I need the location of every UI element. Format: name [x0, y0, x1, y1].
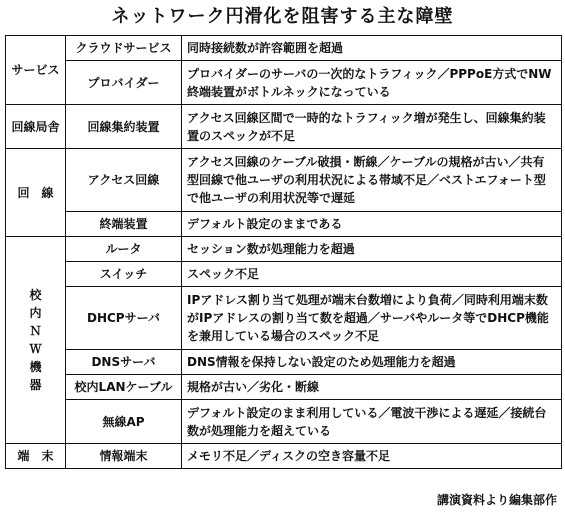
table-row: [6, 350, 562, 375]
item-label: DHCPサーバ: [66, 287, 182, 350]
group-label: 回線局舎: [6, 105, 66, 149]
item-description: アクセス回線区間で一時的なトラフィック増が発生し、回線集約装置のスペックが不足: [182, 105, 562, 149]
item-description: セッション数が処理能力を超過: [182, 237, 562, 262]
item-label: プロバイダー: [66, 61, 182, 105]
item-label: 校内LANケーブル: [66, 375, 182, 400]
item-description: メモリ不足／ディスクの空き容量不足: [182, 444, 562, 469]
group-label: 回 線: [6, 149, 66, 237]
page-title: ネットワーク円滑化を阻害する主な障壁: [111, 6, 454, 27]
table-row: [6, 36, 562, 61]
table-row: [6, 400, 562, 444]
item-description: 同時接続数が許容範囲を超過: [182, 36, 562, 61]
table-row: [6, 212, 562, 237]
table-row: [6, 444, 562, 469]
table-row: [6, 149, 562, 212]
item-label: 情報端末: [66, 444, 182, 469]
table-row: [6, 61, 562, 105]
item-description: アクセス回線のケーブル破損・断線／ケーブルの規格が古い／共有型回線で他ユーザの利用状況による帯域不足／ベストエフォート型で他ユーザの利用状況等で遅延: [182, 149, 562, 212]
source-note: 講演資料より編集部作: [436, 493, 557, 507]
group-label: 校 内 Ｎ Ｗ 機 器: [6, 237, 66, 444]
table-row: [6, 262, 562, 287]
item-label: 無線AP: [66, 400, 182, 444]
item-label: DNSサーバ: [66, 350, 182, 375]
item-description: デフォルト設定のままである: [182, 212, 562, 237]
table-row: [6, 375, 562, 400]
table-row: [6, 287, 562, 350]
group-label: 端 末: [6, 444, 66, 469]
item-description: 規格が古い／劣化・断線: [182, 375, 562, 400]
item-description: プロバイダーのサーバの一次的なトラフィック／PPPoE方式でNW終端装置がボトルネックになっている: [182, 61, 562, 105]
barrier-table: [5, 35, 562, 469]
table-row: [6, 237, 562, 262]
item-description: デフォルト設定のまま利用している／電波干渉による遅延／接続台数が処理能力を超えている: [182, 400, 562, 444]
item-label: クラウドサービス: [66, 36, 182, 61]
item-description: スペック不足: [182, 262, 562, 287]
item-label: アクセス回線: [66, 149, 182, 212]
item-label: スイッチ: [66, 262, 182, 287]
group-label: サービス: [6, 36, 66, 105]
item-description: IPアドレス割り当て処理が端末台数増により負荷／同時利用端末数がIPアドレスの割り当て数を超過／サーバやルータ等でDHCP機能を兼用している場合のスペック不足: [182, 287, 562, 350]
item-label: 終端装置: [66, 212, 182, 237]
item-label: ルータ: [66, 237, 182, 262]
item-description: DNS情報を保持しない設定のため処理能力を超過: [182, 350, 562, 375]
table-row: [6, 105, 562, 149]
item-label: 回線集約装置: [66, 105, 182, 149]
